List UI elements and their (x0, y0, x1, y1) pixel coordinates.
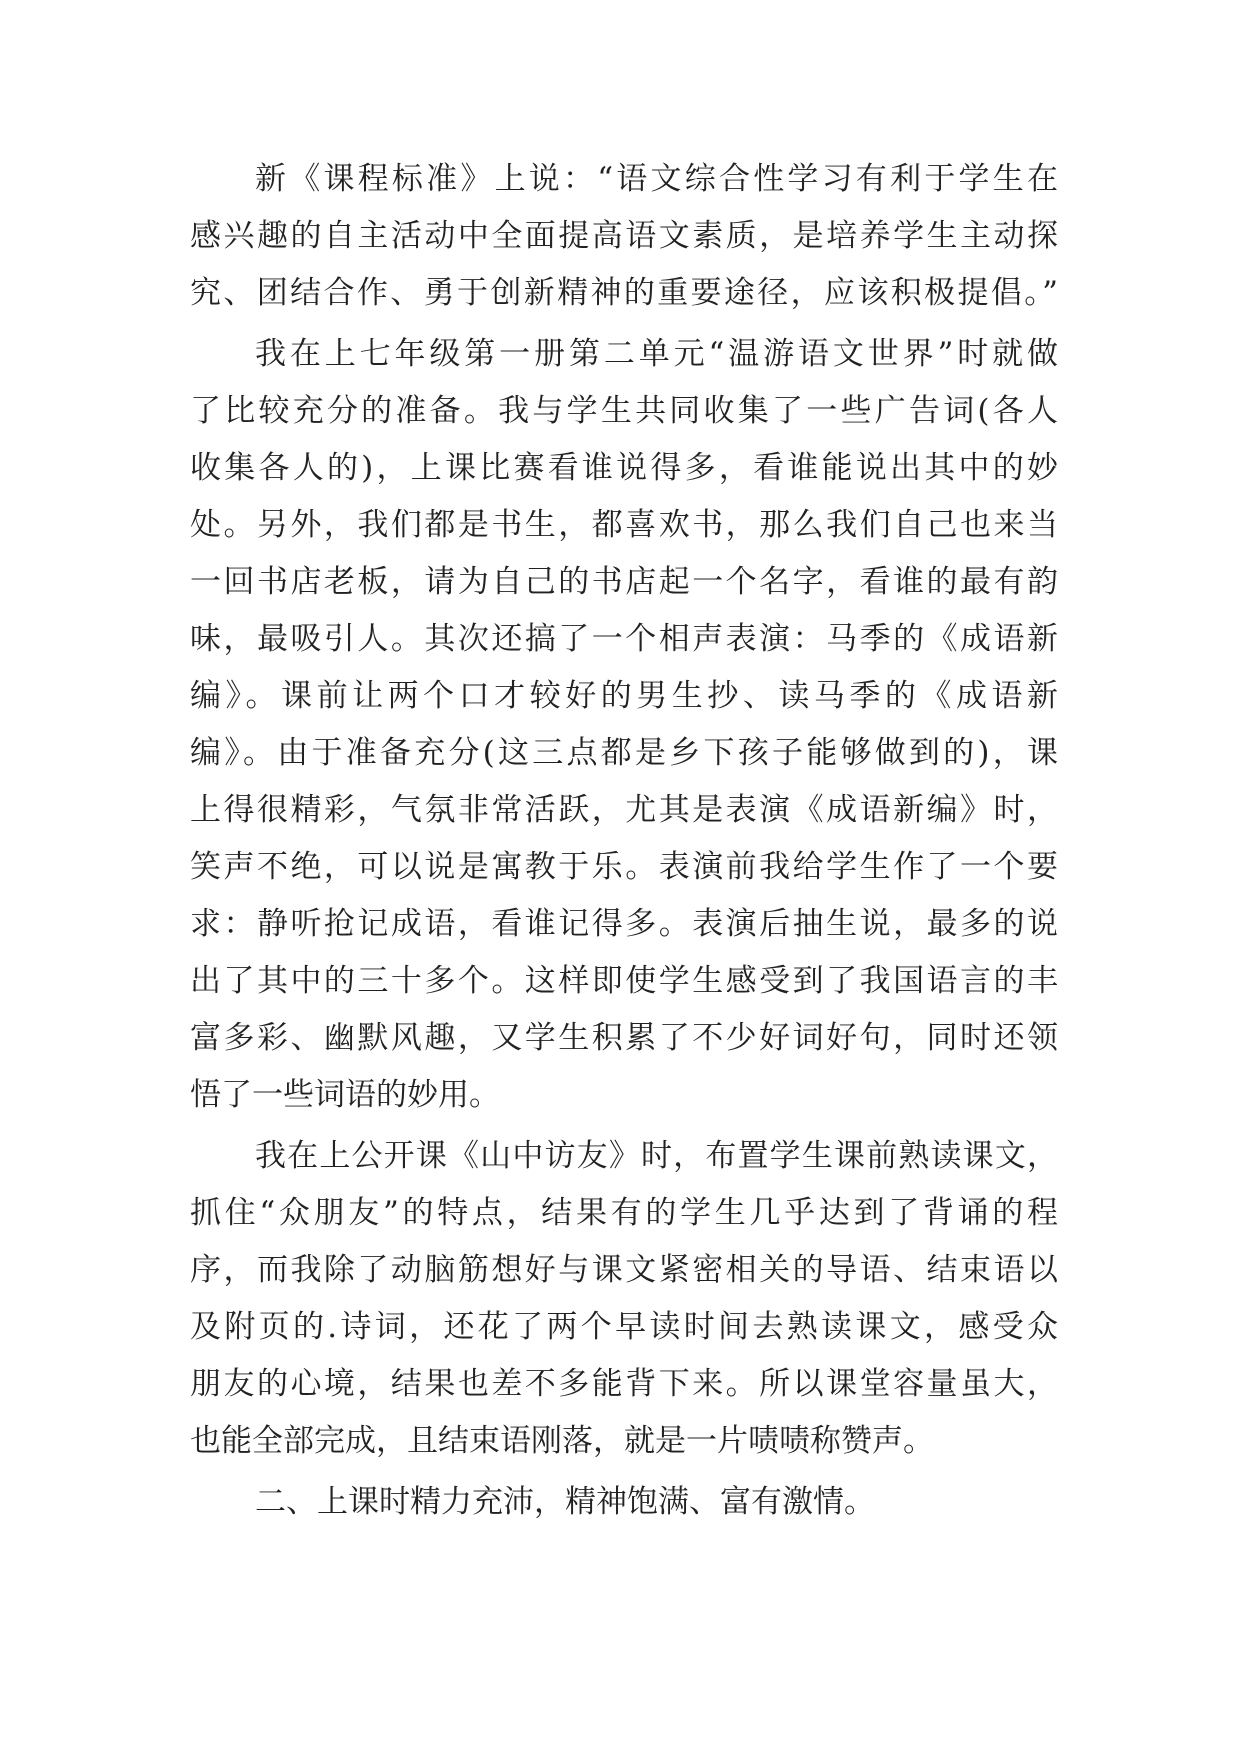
text-line: 笑声不绝，可以说是寓教于乐。表演前我给学生作了一个要 (190, 849, 1058, 885)
paragraph (190, 326, 1058, 1124)
text-line: 味，最吸引人。其次还搞了一个相声表演：马季的《成语新 (190, 621, 1058, 657)
text-line: 序，而我除了动脑筋想好与课文紧密相关的导语、结束语以 (190, 1252, 1058, 1288)
text-line: 抓住“众朋友”的特点，结果有的学生几乎达到了背诵的程 (190, 1195, 1058, 1231)
text-line: 也能全部完成，且结束语刚落，就是一片啧啧称赞声。 (190, 1423, 934, 1459)
text-line: 悟了一些词语的妙用。 (190, 1077, 500, 1113)
document-body (190, 151, 1058, 1531)
text-line: 二、上课时精力充沛，精神饱满、富有激情。 (255, 1484, 875, 1520)
text-line: 了比较充分的准备。我与学生共同收集了一些广告词(各人 (190, 393, 1058, 429)
text-line: 及附页的.诗词，还花了两个早读时间去熟读课文，感受众 (190, 1309, 1058, 1345)
text-line: 朋友的心境，结果也差不多能背下来。所以课堂容量虽大， (190, 1366, 1058, 1402)
text-line: 富多彩、幽默风趣，又学生积累了不少好词好句，同时还领 (190, 1020, 1058, 1056)
text-line: 处。另外，我们都是书生，都喜欢书，那么我们自己也来当 (190, 507, 1058, 543)
text-line: 收集各人的)，上课比赛看谁说得多，看谁能说出其中的妙 (190, 450, 1058, 486)
paragraph (190, 151, 1058, 322)
text-line: 感兴趣的自主活动中全面提高语文素质，是培养学生主动探 (190, 218, 1058, 254)
text-line: 求：静听抢记成语，看谁记得多。表演后抽生说，最多的说 (190, 906, 1058, 942)
text-line: 编》。课前让两个口才较好的男生抄、读马季的《成语新 (190, 678, 1058, 714)
text-line: 我在上公开课《山中访友》时，布置学生课前熟读课文， (255, 1138, 1058, 1174)
text-line: 我在上七年级第一册第二单元“温游语文世界”时就做 (255, 336, 1058, 372)
text-line: 一回书店老板，请为自己的书店起一个名字，看谁的最有韵 (190, 564, 1058, 600)
text-line: 编》。由于准备充分(这三点都是乡下孩子能够做到的)，课 (190, 735, 1058, 771)
text-line: 出了其中的三十多个。这样即使学生感受到了我国语言的丰 (190, 963, 1058, 999)
text-line: 新《课程标准》上说：“语文综合性学习有利于学生在 (255, 161, 1058, 197)
paragraph-heading (190, 1474, 1058, 1531)
text-line: 上得很精彩，气氛非常活跃，尤其是表演《成语新编》时， (190, 792, 1058, 828)
paragraph (190, 1128, 1058, 1470)
text-line: 究、团结合作、勇于创新精神的重要途径，应该积极提倡。” (190, 275, 1058, 311)
